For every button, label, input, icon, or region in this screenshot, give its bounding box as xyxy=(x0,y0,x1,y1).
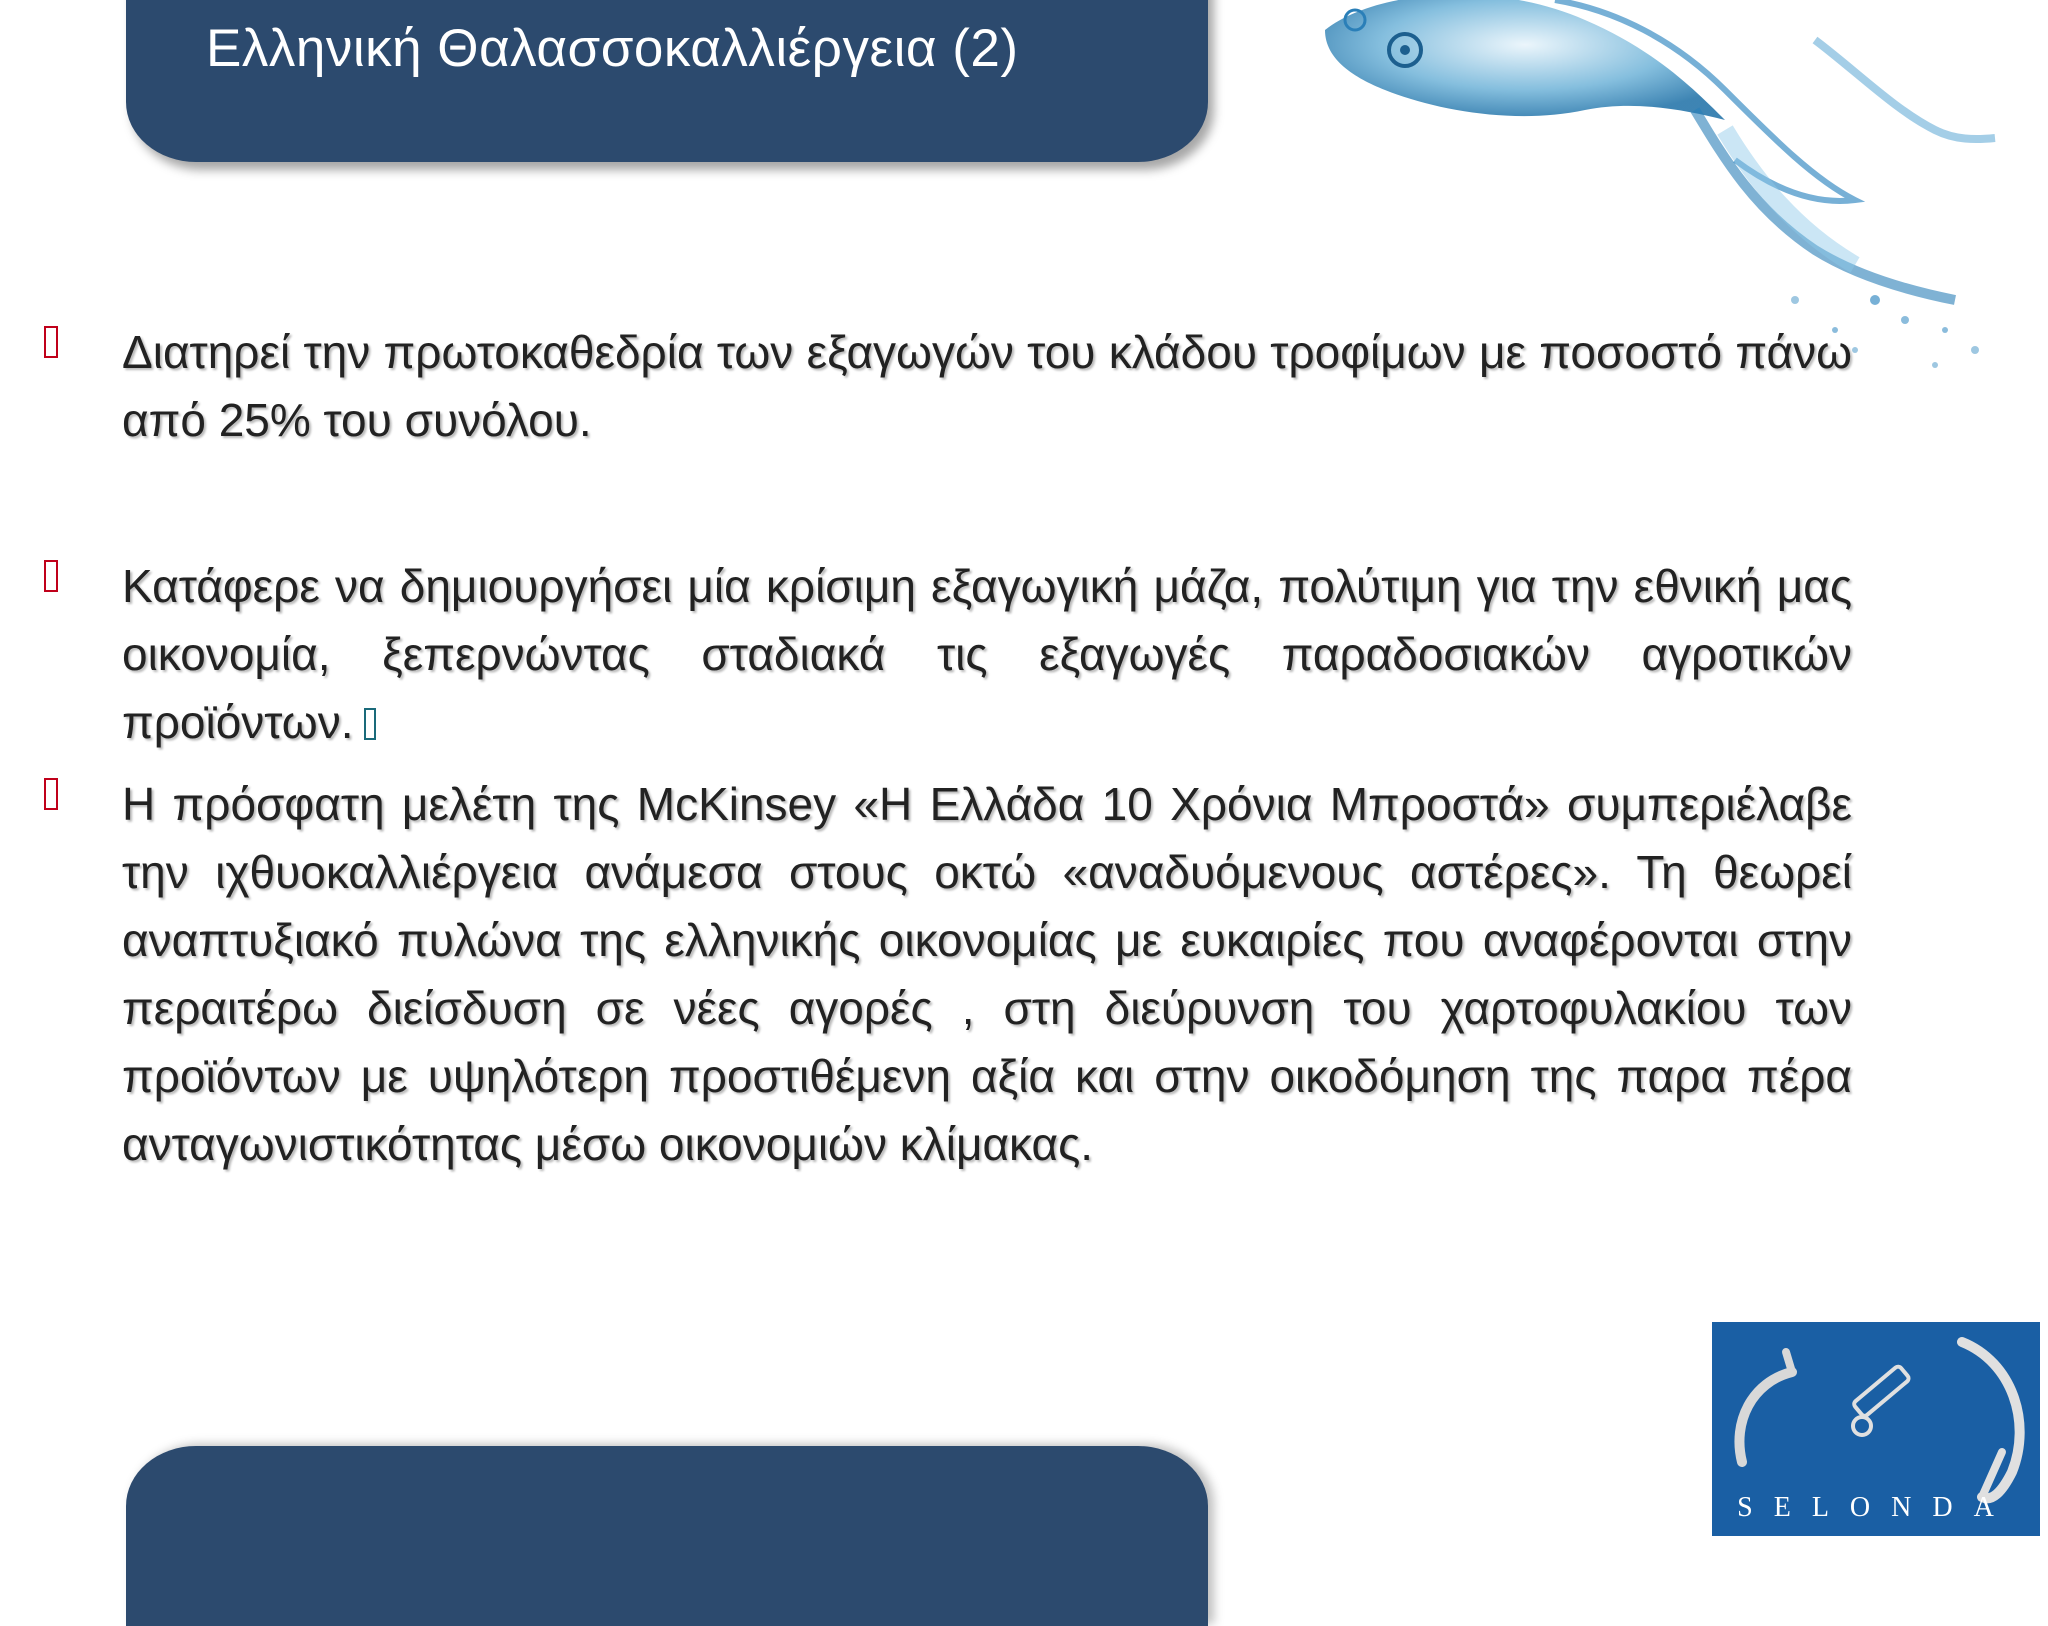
bullet-text: Διατηρεί την πρωτοκαθεδρία των εξαγωγών του κλάδου τροφίμων με ποσοστό πάνω από 25% του συνόλου. xyxy=(122,326,1852,446)
footer-banner xyxy=(126,1446,1208,1626)
slide-title: Ελληνική Θαλασσοκαλλιέργεια (2) xyxy=(206,19,1019,78)
bullet-text: Κατάφερε να δημιουργήσει μία κρίσιμη εξαγωγική μάζα, πολύτιμη για την εθνική μας οικονομία, ξεπερνώντας σταδιακά τις εξαγωγές παραδοσιακών αγροτικών προϊόντων. xyxy=(122,560,1852,748)
bullet-marker-icon xyxy=(44,778,58,810)
bullet-text: Η πρόσφατη μελέτη της McKinsey «Η Ελλάδα 10 Χρόνια Μπροστά» συμπεριέλαβε την ιχθυοκαλλιέργεια ανάμεσα στους οκτώ «αναδυόμενους αστέρες». Τη θεωρεί αναπτυξιακό πυλώνα της ελληνικής οικονομίας με ευκαιρίες που αναφέρονται στην περαιτέρω διείσδυση σε νέες αγορές , στη διεύρυνση του χαρτοφυλακίου των προϊόντων με υψηλότερη προστιθέμενη αξία και στην οικοδόμηση της παρα πέρα ανταγωνιστικότητας μέσω οικονομιών κλίμακας. xyxy=(122,778,1852,1170)
bullet-marker-icon xyxy=(44,560,58,592)
selonda-logo xyxy=(1712,1322,2040,1536)
logo-wordmark: SELONDA xyxy=(1737,1492,2015,1523)
placeholder-glyph-icon xyxy=(364,708,376,740)
bullet-marker-icon xyxy=(44,326,58,358)
